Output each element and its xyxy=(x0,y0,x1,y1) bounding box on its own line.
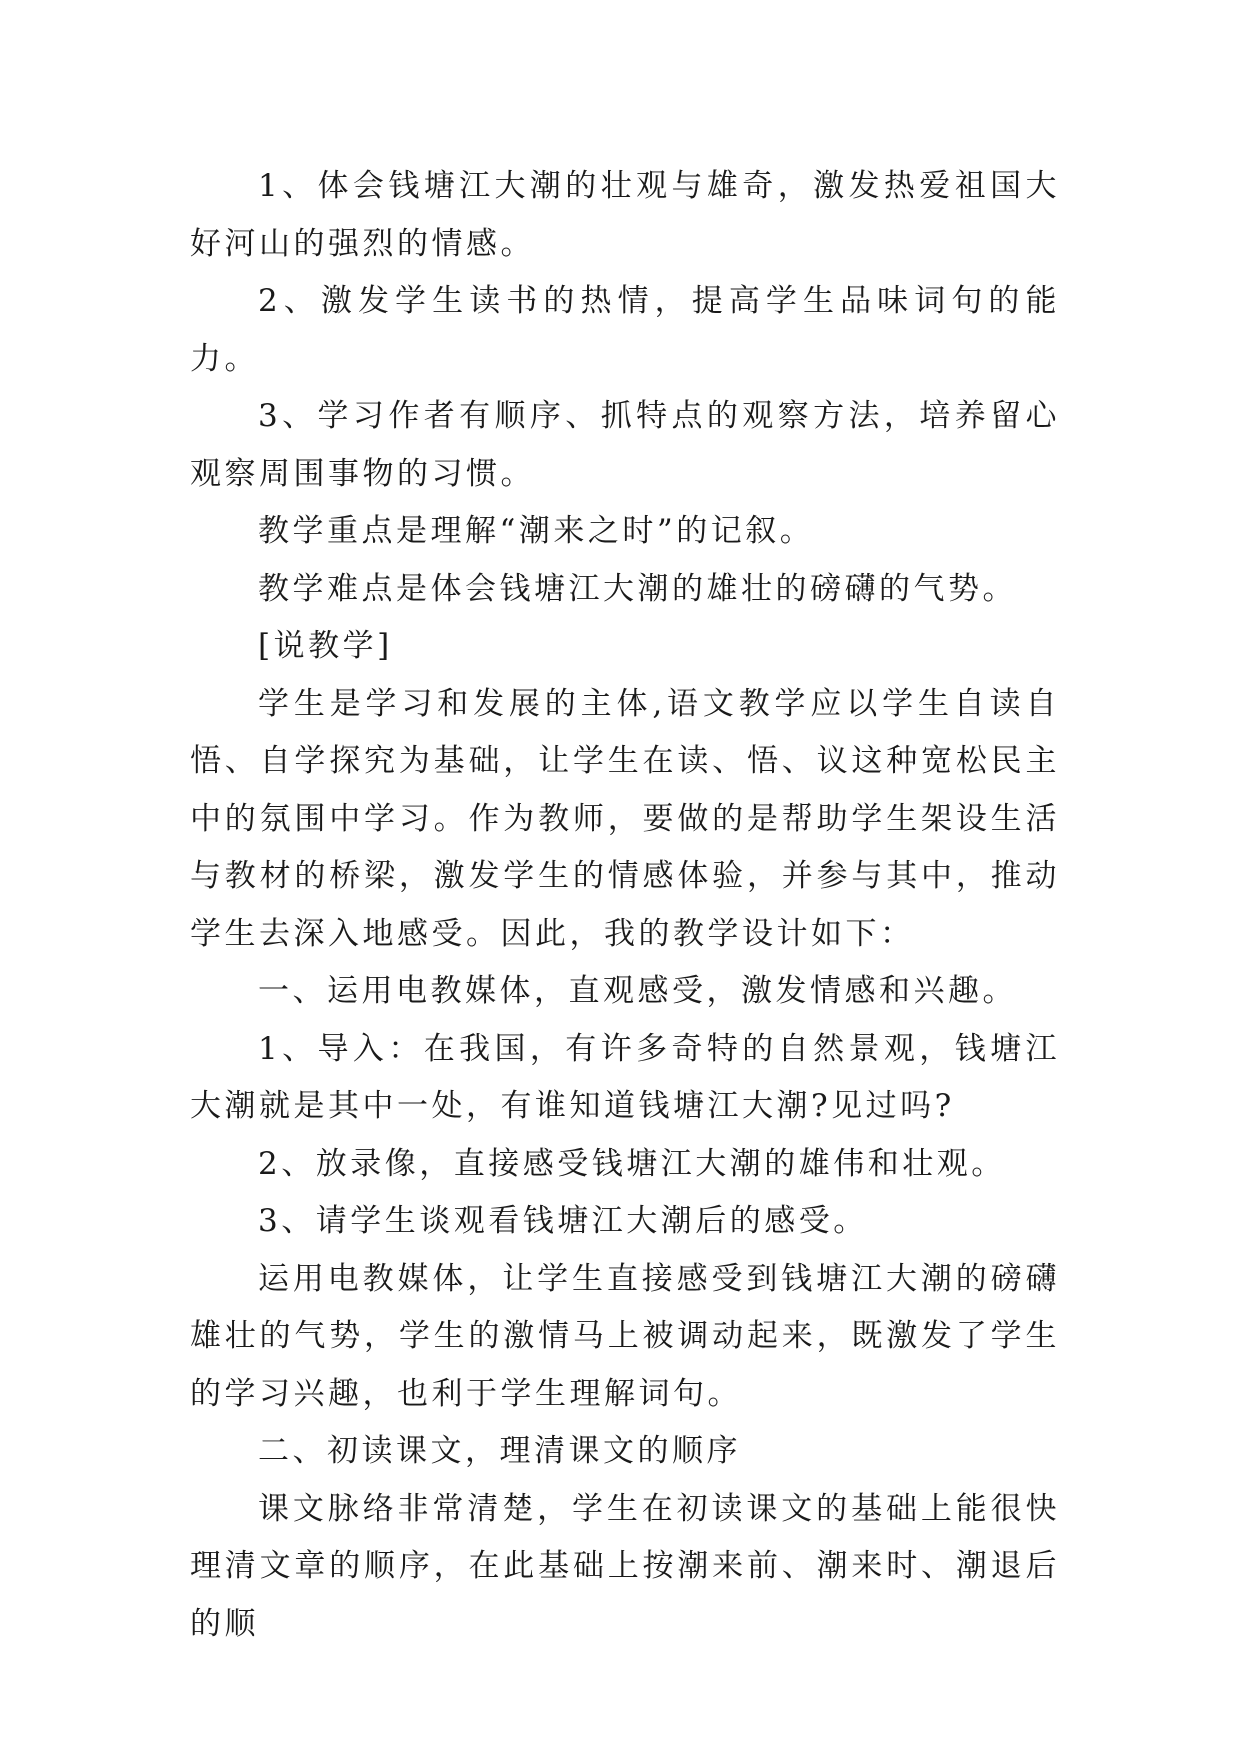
paragraph-text-structure: 课文脉络非常清楚，学生在初读课文的基础上能很快理清文章的顺序，在此基础上按潮来前、潮来时、潮退后的顺 xyxy=(190,1490,1060,1642)
paragraph-student-subject: 学生是学习和发展的主体,语文教学应以学生自读自悟、自学探究为基础，让学生在读、悟、议这种宽松民主中的氛围中学习。作为教师，要做的是帮助学生架设生活与教材的桥梁，激发学生的情感体验，并参与其中，推动学生去深入地感受。因此，我的教学设计如下： xyxy=(190,685,1060,952)
paragraph-goal-1: 1、体会钱塘江大潮的壮观与雄奇，激发热爱祖国大好河山的强烈的情感。 xyxy=(190,168,1060,262)
paragraph-step-2: 2、放录像，直接感受钱塘江大潮的雄伟和壮观。 xyxy=(258,1145,1006,1182)
paragraph-step-1: 1、导入：在我国，有许多奇特的自然景观，钱塘江大潮就是其中一处，有谁知道钱塘江大潮?见过吗? xyxy=(190,1030,1060,1124)
paragraph-key-point: 教学重点是理解“潮来之时”的记叙。 xyxy=(258,513,815,549)
paragraph-media-effect: 运用电教媒体，让学生直接感受到钱塘江大潮的磅礴雄壮的气势，学生的激情马上被调动起来，既激发了学生的学习兴趣，也利于学生理解词句。 xyxy=(190,1260,1060,1412)
paragraph-goal-2: 2、激发学生读书的热情，提高学生品味词句的能力。 xyxy=(190,283,1060,377)
section-heading-media: 一、运用电教媒体，直观感受，激发情感和兴趣。 xyxy=(258,973,1017,1009)
paragraph-difficulty: 教学难点是体会钱塘江大潮的雄壮的磅礴的气势。 xyxy=(258,570,1017,607)
paragraph-goal-3: 3、学习作者有顺序、抓特点的观察方法，培养留心观察周围事物的习惯。 xyxy=(190,398,1060,492)
section-heading-first-reading: 二、初读课文，理清课文的顺序 xyxy=(258,1433,741,1469)
section-heading-teaching: [说教学] xyxy=(258,628,393,664)
paragraph-step-3: 3、请学生谈观看钱塘江大潮后的感受。 xyxy=(258,1203,868,1239)
document-body xyxy=(190,158,1060,1653)
